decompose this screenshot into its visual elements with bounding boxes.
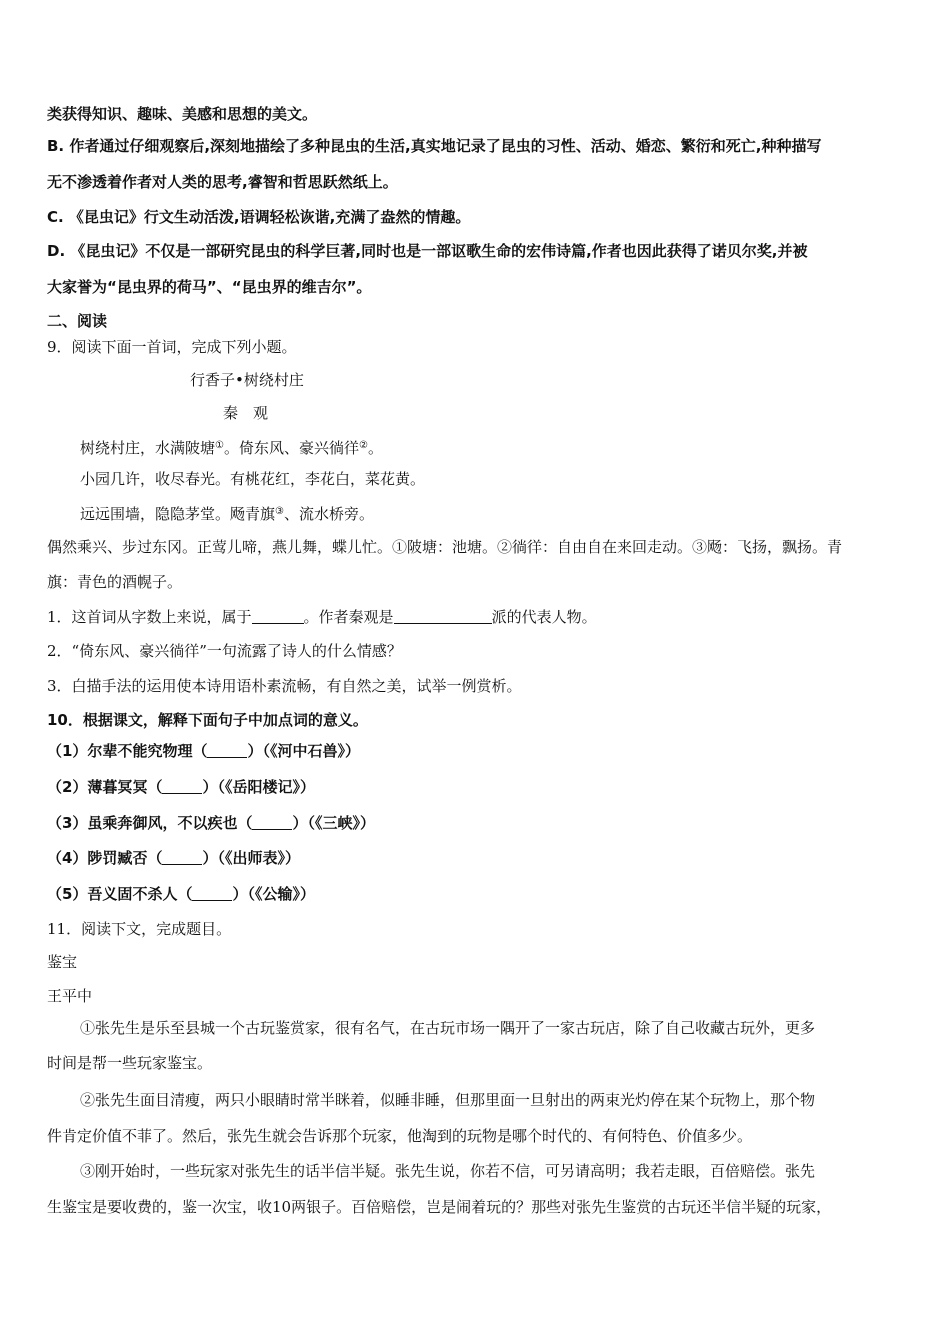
q10-item-4: （4）陟罚臧否（ ）（《出师表》） (47, 849, 300, 867)
q9-sub3: 3．白描手法的运用使本诗用语朴素流畅，有自然之美，试举一例赏析。 (47, 677, 522, 695)
q10-item-5: （5）吾义固不杀人（ ）（《公输》） (47, 885, 315, 903)
article-author: 王平中 (47, 987, 93, 1005)
q10-stem: 10．根据课文，解释下面句子中加点词的意义。 (47, 711, 368, 729)
answer-blank[interactable] (162, 850, 202, 865)
q9-stem: 9．阅读下面一首词，完成下列小题。 (47, 338, 297, 356)
article-title: 鉴宝 (47, 953, 78, 971)
paragraph-1-line1: ①张先生是乐至县城一个古玩鉴赏家，很有名气，在古玩市场一隅开了一家古玩店，除了自己收藏古玩外，更多 (80, 1019, 816, 1037)
poem-line-3: 远远围墙，隐隐茅堂。飏青旗③、流水桥旁。 (80, 505, 374, 523)
option-d-line2: 大家誉为“昆虫界的荷马”、“昆虫界的维吉尔”。 (47, 278, 372, 296)
poem-title: 行香子•树绕村庄 (190, 371, 304, 389)
q10-item-3: （3）虽乘奔御风，不以疾也（ ）（《三峡》） (47, 814, 375, 832)
paragraph-1-line2: 时间是帮一些玩家鉴宝。 (47, 1054, 213, 1072)
q9-sub2: 2．“倚东风、豪兴徜徉”一句流露了诗人的什么情感？ (47, 642, 402, 660)
poem-notes-end: 旗：青色的酒幌子。 (47, 573, 183, 591)
option-b-line1: B. 作者通过仔细观察后,深刻地描绘了多种昆虫的生活,真实地记录了昆虫的习性、活动、婚恋、繁衍和死亡,种种描写 (47, 137, 822, 155)
paragraph-3-line1: ③刚开始时，一些玩家对张先生的话半信半疑。张先生说，你若不信，可另请高明；我若走眼，百倍赔偿。张先 (80, 1162, 816, 1180)
option-c: C. 《昆虫记》行文生动活泼,语调轻松诙谐,充满了盎然的情趣。 (47, 208, 471, 226)
option-d-line1: D. 《昆虫记》不仅是一部研究昆虫的科学巨著,同时也是一部讴歌生命的宏伟诗篇,作者也因此获得了诺贝尔奖,并被 (47, 242, 808, 260)
q10-item-2: （2）薄暮冥冥（ ）（《岳阳楼记》） (47, 778, 315, 796)
poem-line-2: 小园几许，收尽春光。有桃花红，李花白，菜花黄。 (80, 470, 426, 488)
paragraph-3-line2: 生鉴宝是要收费的，鉴一次宝，收10两银子。百倍赔偿，岂是闹着玩的？那些对张先生鉴赏的古玩还半信半疑的玩家， (47, 1198, 832, 1216)
paragraph-2-line2: 件肯定价值不菲了。然后，张先生就会告诉那个玩家，他淘到的玩物是哪个时代的、有何特色、价值多少。 (47, 1127, 753, 1145)
paragraph-2-line1: ②张先生面目清瘦，两只小眼睛时常半眯着，似睡非睡，但那里面一旦射出的两束光灼停在某个玩物上，那个物 (80, 1091, 816, 1109)
poem-line-4-notes: 偶然乘兴、步过东冈。正莺儿啼，燕儿舞，蝶儿忙。①陂塘：池塘。②徜徉：自由自在来回走动。③飏：飞扬，飘扬。青 (47, 538, 843, 556)
q11-stem: 11．阅读下文，完成题目。 (47, 920, 232, 938)
poem-line-1: 树绕村庄，水满陂塘①。倚东风、豪兴徜徉②。 (80, 439, 383, 457)
answer-blank[interactable] (394, 609, 492, 624)
answer-blank[interactable] (252, 609, 304, 624)
answer-blank[interactable] (252, 815, 292, 830)
option-a-end: 类获得知识、趣味、美感和思想的美文。 (47, 105, 318, 123)
answer-blank[interactable] (207, 743, 247, 758)
q10-item-1: （1）尔辈不能究物理（ ）（《河中石兽》） (47, 742, 360, 760)
answer-blank[interactable] (192, 886, 232, 901)
section-heading: 二、阅读 (47, 312, 108, 330)
answer-blank[interactable] (162, 779, 202, 794)
option-b-line2: 无不渗透着作者对人类的思考,睿智和哲思跃然纸上。 (47, 173, 398, 191)
poem-author: 秦 观 (223, 404, 269, 422)
q9-sub1: 1．这首词从字数上来说，属于 。作者秦观是 派的代表人物。 (47, 608, 597, 626)
